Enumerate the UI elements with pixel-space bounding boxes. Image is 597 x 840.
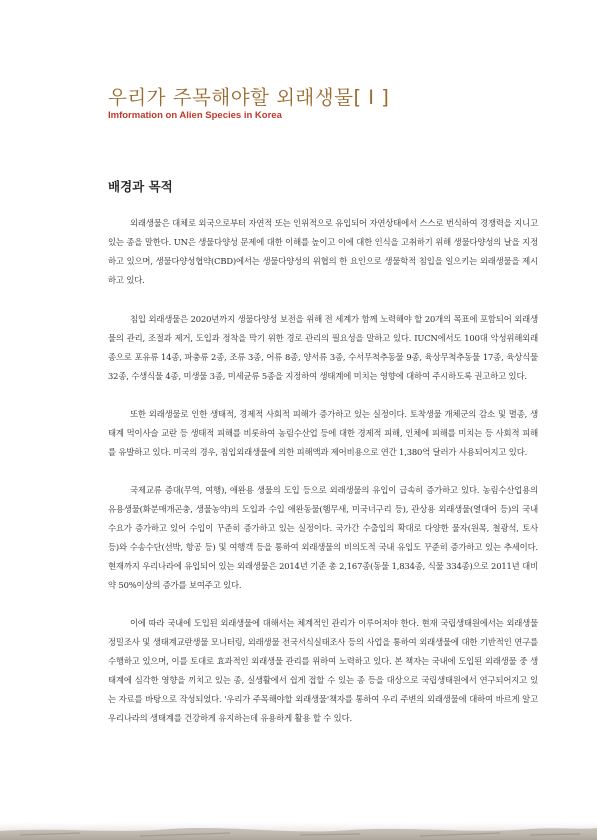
paragraph-2: 침입 외래생물은 2020년까지 생물다양성 보전을 위해 전 세계가 함께 노력해야 할 20개의 목표에 포함되어 외래생물의 관리, 조절과 제거, 도입과 정착을 막기 위한 경로 관리의 필요성을 말하고 있다. IUCN에서도 100대 악성위해외래종으로 포유류 14종, 파충류 2종, 조류 3종, 어류 8종, 양서류 3종, 수서무척추동물 9종, 육상무척추동물 17종, 육상식물 32종, 수생식물 4종, 미생물 3종, 미세균류 5종을 지정하여 생태계에 미치는 영향에 대하여 주시하도록 권고하고 있다. [108,314,538,381]
paragraph-1: 외래생물은 대체로 외국으로부터 자연적 또는 인위적으로 유입되어 자연상태에서 스스로 번식하여 경쟁력을 지니고 있는 종을 말한다. UN은 생물다양성 문제에 대한 이해를 높이고 이에 대한 인식을 고취하기 위해 생물다양성의 날을 지정하고 있으며, 생물다양성협약(CBD)에서는 생물다양성의 위협의 한 요인으로 생물학적 침입을 일으키는 외래생물을 제시하고 있다. [108,218,538,285]
body-text [108,214,538,747]
page-title: 우리가 주목해야할 외래생물[ I ] [108,86,390,109]
page-subtitle: Imformation on Alien Species in Korea [108,110,282,121]
paragraph-4: 국제교류 증대(무역, 여행), 애완용 생물의 도입 등으로 외래생물의 유입이 급속히 증가하고 있다. 농림수산업용의 유용생물(화분매개곤충, 생물농약)의 도입과 수입 애완동물(햄무새, 미국너구리 등), 관상용 외래생물(열대어 등)의 국내 수요가 증가하고 있어 수입이 꾸준히 증가하고 있는 실정이다. 국가간 수출입의 확대로 다양한 물자(원목, 철광석, 토사 등)와 수송수단(선박, 항공 등) 및 여행객 등을 통하여 외래생물의 비의도적 국내 유입도 꾸준히 증가하고 있는 추세이다. 현재까지 우리나라에 유입되어 있는 외래생물은 2014년 기준 총 2,167종(동물 1,834종, 식물 334종)으로 2011년 대비 약 50%이상의 증가를 보여주고 있다. [108,485,538,590]
section-heading: 배경과 목적 [108,179,173,194]
footer-brush-decoration [0,800,597,840]
paragraph-3: 또한 외래생물로 인한 생태적, 경제적 사회적 피해가 증가하고 있는 실정이다. 토착생물 개체군의 감소 및 멸종, 생태계 먹이사슬 교란 등 생태적 피해를 비롯하여 농림수산업 등에 대한 경제적 피해, 인체에 피해를 미치는 등 사회적 피해를 유발하고 있다. 미국의 경우, 침입외래생물에 의한 피해액과 제어비용으로 연간 1,380억 달러가 사용되어지고 있다. [108,409,538,457]
paragraph-5: 이에 따라 국내에 도입된 외래생물에 대해서는 체계적인 관리가 이루어져야 한다. 현재 국립생태원에서는 외래생물 정밀조사 및 생태계교란생물 모니터링, 외래생물 전국서식실태조사 등의 사업을 통하여 외래생물에 대한 기반적인 연구를 수행하고 있으며, 이를 토대로 효과적인 외래생물 관리를 위하여 노력하고 있다. 본 책자는 국내에 도입된 외래생물 중 생태계에 심각한 영향을 끼치고 있는 종, 실생활에서 쉽게 접할 수 있는 종 등을 대상으로 국립생태원에서 연구되어지고 있는 자료를 바탕으로 작성되었다. '우리가 주목해야할 외래생물'책자를 통하여 우리 주변의 외래생물에 대하여 바르게 알고 우리나라의 생태계를 건강하게 유지하는데 유용하게 활용 할 수 있다. [108,618,538,723]
